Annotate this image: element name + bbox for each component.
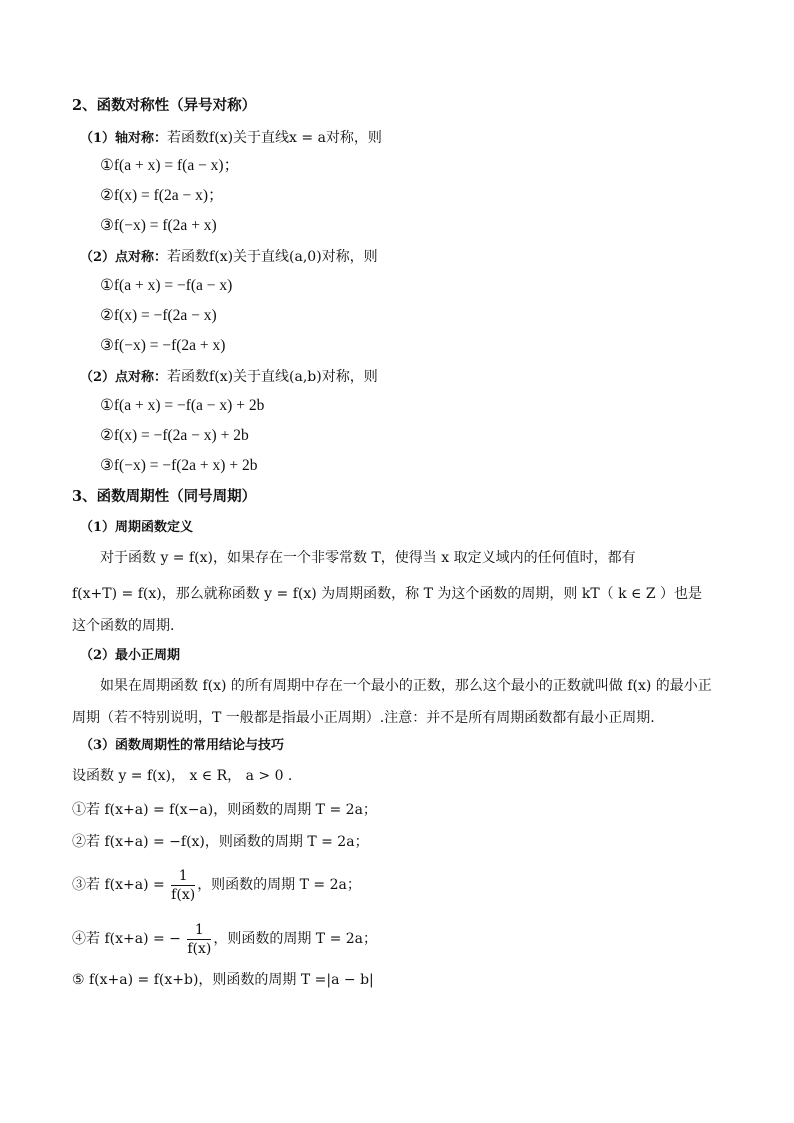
min-period-line-2: 周期（若不特别说明，T 一般都是指最小正周期）.注意：并不是所有周期函数都有最小正周期. bbox=[72, 710, 655, 726]
axis-symmetry-text: 若函数f(x)关于直线x = a对称，则 bbox=[167, 130, 382, 146]
point-ab-formula-1: ①f(a + x) = −f(a − x) + 2b bbox=[100, 397, 265, 414]
axis-symmetry-label: （1）轴对称： bbox=[80, 131, 168, 146]
conclusion-4-post: ，则函数的周期 T = 2a； bbox=[213, 931, 378, 947]
point-ab-formula-3: ③f(−x) = −f(2a + x) + 2b bbox=[100, 457, 258, 474]
conclusion-4-pre: ④若 f(x+a) = − bbox=[72, 931, 181, 947]
assumption-line: 设函数 y = f(x)， x ∈ R， a > 0 . bbox=[72, 768, 293, 784]
point-ab-symmetry-label: （2）点对称： bbox=[80, 370, 168, 385]
conclusion-4-fraction bbox=[187, 921, 211, 958]
point-symmetry-label: （2）点对称： bbox=[80, 250, 168, 265]
conclusion-5: ⑤ f(x+a) = f(x+b)，则函数的周期 T =|a − b| bbox=[72, 972, 374, 988]
point-symmetry-line bbox=[80, 247, 378, 268]
point-symmetry-text: 若函数f(x)关于直线(a,0)对称，则 bbox=[167, 249, 378, 265]
conclusion-3-post: ，则函数的周期 T = 2a； bbox=[197, 877, 361, 893]
definition-line-1: 对于函数 y = f(x)，如果存在一个非零常数 T，使得当 x 取定义域内的任何值时，都有 bbox=[100, 550, 636, 566]
conclusion-3-fraction bbox=[171, 867, 195, 904]
fraction-numerator: 1 bbox=[187, 921, 211, 940]
section-heading-periodicity: 3、函数周期性（同号周期） bbox=[72, 488, 257, 505]
conclusion-2: ②若 f(x+a) = −f(x)，则函数的周期 T = 2a； bbox=[72, 834, 369, 850]
conclusion-4 bbox=[72, 918, 377, 960]
axis-formula-2: ②f(x) = f(2a − x)； bbox=[100, 187, 224, 204]
conclusion-1: ①若 f(x+a) = f(x−a)，则函数的周期 T = 2a； bbox=[72, 802, 377, 818]
definition-line-2: f(x+T) = f(x)，那么就称函数 y = f(x) 为周期函数，称 T 为这个函数的周期，则 kT（ k ∈ Z ）也是 bbox=[72, 586, 703, 602]
subheading-conclusions: （3）函数周期性的常用结论与技巧 bbox=[80, 738, 285, 753]
axis-formula-3: ③f(−x) = f(2a + x) bbox=[100, 217, 217, 234]
point-ab-symmetry-line bbox=[80, 367, 378, 388]
section-heading-symmetry: 2、函数对称性（异号对称） bbox=[72, 97, 257, 114]
conclusion-3 bbox=[72, 864, 361, 906]
definition-line-3: 这个函数的周期. bbox=[72, 618, 175, 634]
axis-formula-1: ①f(a + x) = f(a − x)； bbox=[100, 157, 240, 174]
axis-symmetry-line bbox=[80, 128, 382, 149]
point-ab-formula-2: ②f(x) = −f(2a − x) + 2b bbox=[100, 427, 249, 444]
point-formula-2: ②f(x) = −f(2a − x) bbox=[100, 307, 217, 324]
fraction-numerator: 1 bbox=[171, 867, 195, 886]
fraction-denominator: f(x) bbox=[187, 940, 212, 957]
subheading-min-period: （2）最小正周期 bbox=[80, 648, 181, 663]
point-ab-symmetry-text: 若函数f(x)关于直线(a,b)对称，则 bbox=[167, 369, 378, 385]
min-period-line-1: 如果在周期函数 f(x) 的所有周期中存在一个最小的正数，那么这个最小的正数就叫做 f(x) 的最小正 bbox=[100, 678, 712, 694]
fraction-denominator: f(x) bbox=[171, 886, 196, 903]
point-formula-1: ①f(a + x) = −f(a − x) bbox=[100, 277, 233, 294]
subheading-definition: （1）周期函数定义 bbox=[80, 520, 194, 535]
point-formula-3: ③f(−x) = −f(2a + x) bbox=[100, 337, 226, 354]
conclusion-3-pre: ③若 f(x+a) = bbox=[72, 877, 165, 893]
